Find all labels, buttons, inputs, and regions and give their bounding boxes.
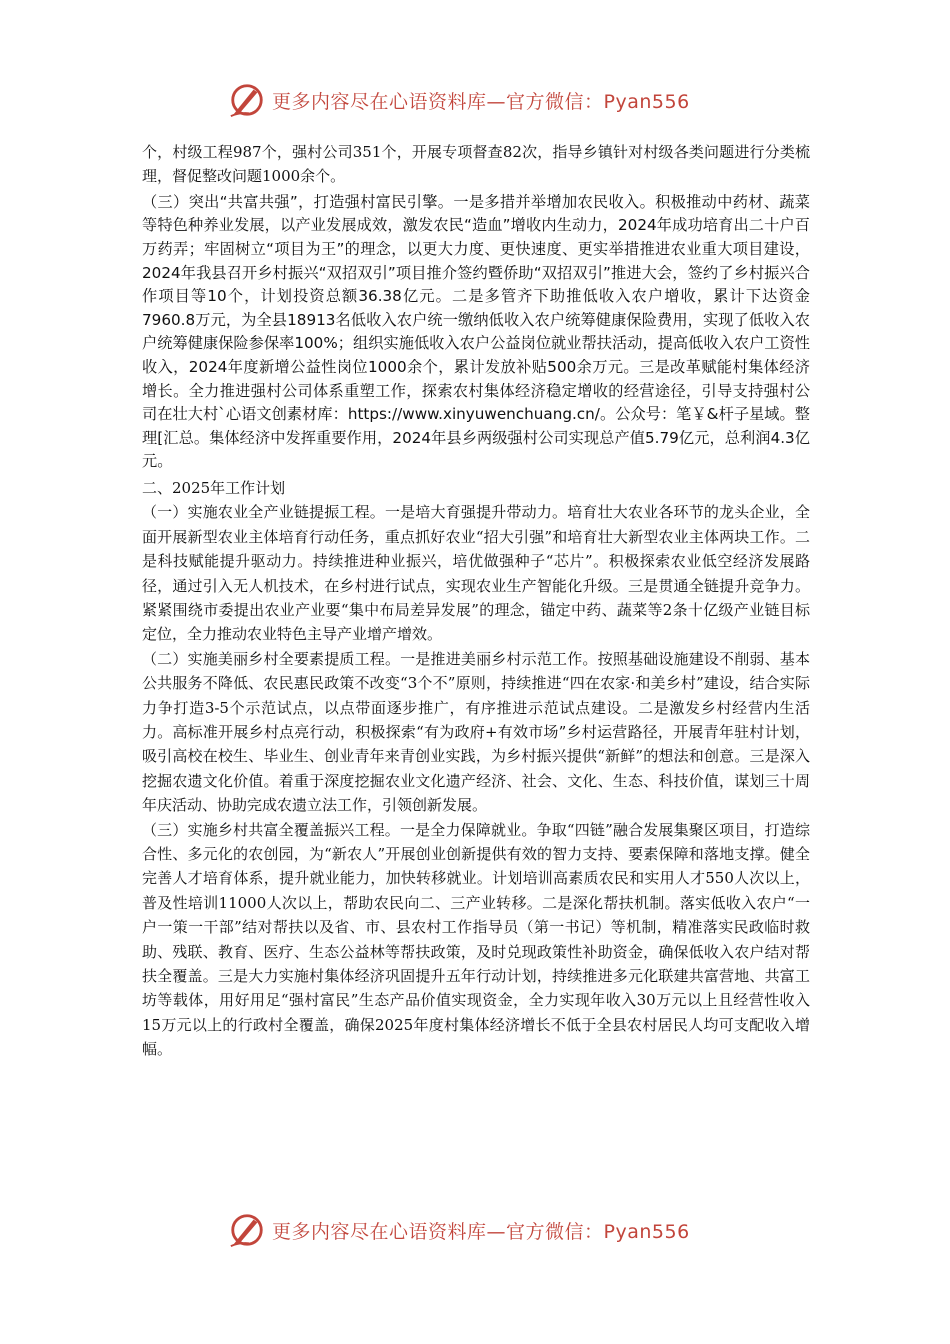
paragraph-plan-1: （一）实施农业全产业链提振工程。一是培大育强提升带动力。培育壮大农业各环节的龙头企业，全面开展新型农业主体培育行动任务，重点抓好农业“招大引强”和培育壮大新型农业主体两块工作。二是科技赋能提升驱动力。持续推进种业振兴，培优做强种子“芯片”。积极探索农业低空经济发展路径，通过引入无人机技术，在乡村进行试点，实现农业生产智能化升级。三是贯通全链提升竞争力。紧紧围绕市委提出农业产业要“集中布局差异发展”的理念，锚定中药、蔬菜等2条十亿级产业链目标定位，全力推动农业特色主导产业增产增效。 (142, 503, 810, 644)
header-banner (228, 78, 748, 122)
paragraph-plan-3: （三）实施乡村共富全覆盖振兴工程。一是全力保障就业。争取“四链”融合发展集聚区项目，打造综合性、多元化的农创园，为“新农人”开展创业创新提供有效的智力支持、要素保障和落地支撑。健全完善人才培育体系，提升就业能力，加快转移就业。计划培训高素质农民和实用人才550人次以上，普及性培训11000人次以上，帮助农民向二、三产业转移。二是深化帮扶机制。落实低收入农户“一户一策一干部”结对帮扶以及省、市、县农村工作指导员（第一书记）等机制，精准落实民政临时救助、残联、教育、医疗、生态公益林等帮扶政策，及时兑现政策性补助资金，确保低收入农户结对帮扶全覆盖。三是大力实施村集体经济巩固提升五年行动计划，持续推进多元化联建共富营地、共富工坊等载体，用好用足“强村富民”生态产品价值实现资金，全力实现年收入30万元以上且经营性收入15万元以上的行政村全覆盖，确保2025年度村集体经济增长不低于全县农村居民人均可支配收入增幅。 (142, 820, 810, 1059)
footer-banner-text: 更多内容尽在心语资料库—官方微信：Pyan556 (272, 1220, 690, 1243)
paragraph-continuation: 个，村级工程987个，强村公司351个，开展专项督查82次，指导乡镇针对村级各类问题进行分类梳理，督促整改问题1000余个。 (142, 143, 810, 186)
section-heading-2025-plan: 二、2025年工作计划 (142, 478, 286, 497)
header-banner-text: 更多内容尽在心语资料库—官方微信：Pyan556 (272, 90, 690, 113)
footer-banner (228, 1208, 748, 1252)
document-body (142, 140, 810, 1062)
pen-circle-logo-icon (228, 1211, 266, 1249)
paragraph-gongfu-section: （三）突出“共富共强”，打造强村富民引擎。一是多措并举增加农民收入。积极推动中药材、蔬菜等特色种养业发展，以产业发展成效，激发农民“造血”增收内生动力，2024年成功培育出二十户百万药弄；牢固树立“项目为王”的理念，以更大力度、更快速度、更实举措推进农业重大项目建设，2024年我县召开乡村振兴“双招双引”项目推介签约暨侨助“双招双引”推进大会，签约了乡村振兴合作项目等10个，计划投资总额36.38亿元。二是多管齐下助推低收入农户增收，累计下达资金7960.8万元，为全县18913名低收入农户统一缴纳低收入农户统筹健康保险费用，实现了低收入农户统筹健康保险参保率100%；组织实施低收入农户公益岗位就业帮扶活动，提高低收入农户工资性收入，2024年度新增公益性岗位1000余个，累计发放补贴500余万元。三是改革赋能村集体经济增长。全力推进强村公司体系重塑工作，探索农村集体经济稳定增收的经营途径，引导支持强村公司在壮大村`心语文创素材库：https://www.xinyuwenchuang.cn/。公众号：笔￥&杆子星域。整理[汇总。集体经济中发挥重要作用，2024年县乡两级强村公司实现总产值5.79亿元，总利润4.3亿元。 (142, 192, 810, 471)
paragraph-plan-2: （二）实施美丽乡村全要素提质工程。一是推进美丽乡村示范工作。按照基础设施建设不削弱、基本公共服务不降低、农民惠民政策不改变“3个不”原则，持续推进“四在农家·和美乡村”建设，结合实际力争打造3-5个示范试点，以点带面逐步推广，有序推进示范试点建设。二是激发乡村经营内生活力。高标准开展乡村点亮行动，积极探索“有为政府+有效市场”乡村运营路径，开展青年驻村计划，吸引高校在校生、毕业生、创业青年来青创业实践，为乡村振兴提供“新鲜”的想法和创意。三是深入挖掘农遗文化价值。着重于深度挖掘农业文化遗产经济、社会、文化、生态、科技价值，谋划三十周年庆活动、协助完成农遗立法工作，引领创新发展。 (142, 649, 810, 815)
pen-circle-logo-icon (228, 81, 266, 119)
